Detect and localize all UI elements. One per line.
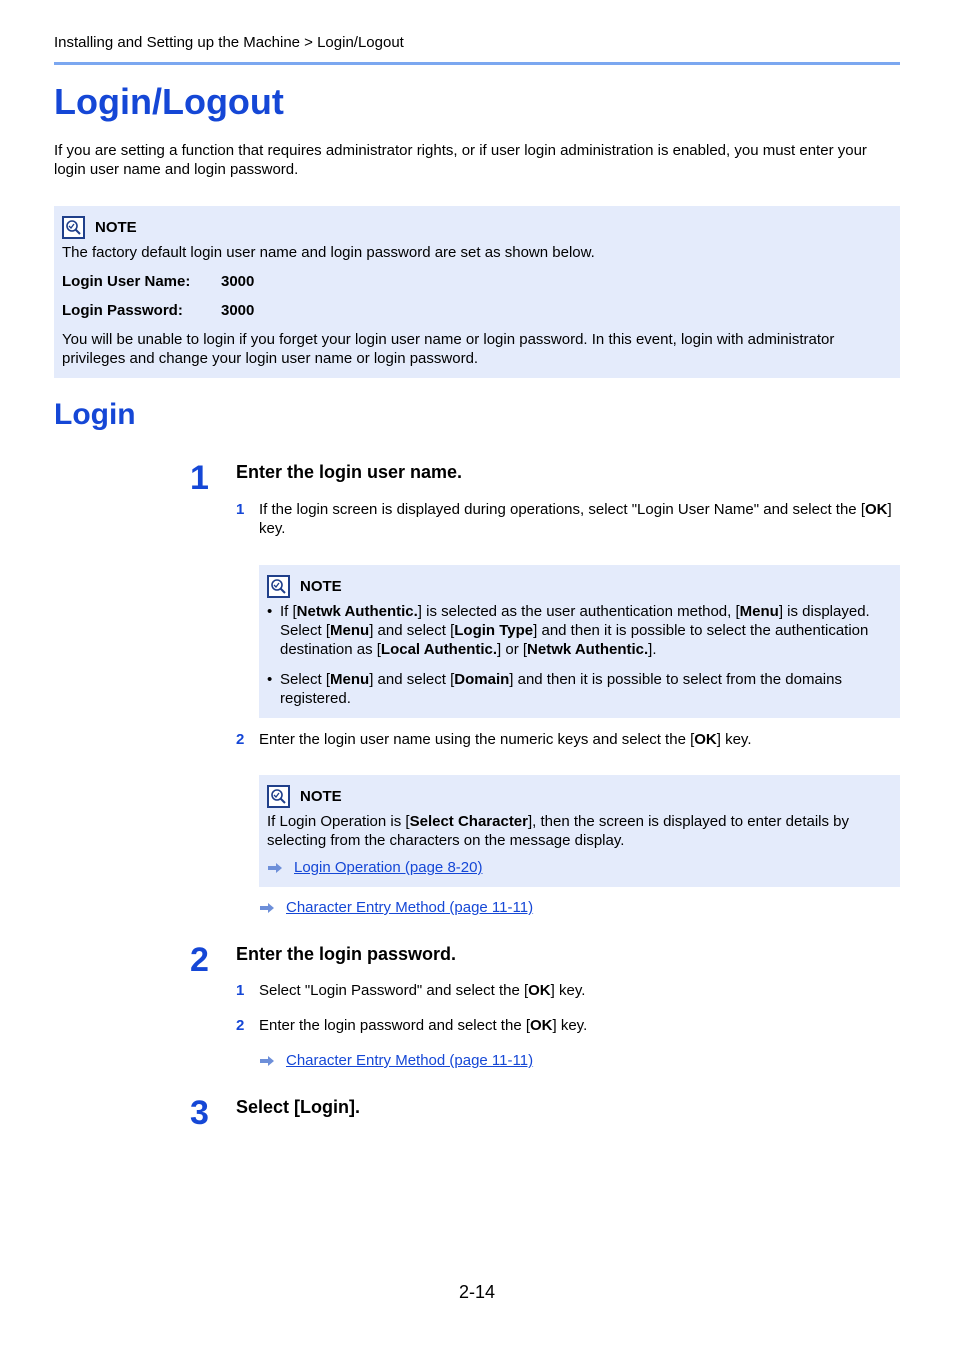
- note-text: If Login Operation is [Select Character], then the screen is displayed to enter details by selecting from the characters on the message display.: [267, 813, 850, 849]
- page-title: Login/Logout: [54, 81, 284, 122]
- arrow-right-icon: [267, 862, 283, 874]
- substep-text: If the login screen is displayed during operations, select "Login User Name" and select the [OK] key.: [259, 501, 892, 537]
- substep-text: Select "Login Password" and select the [OK] key.: [259, 982, 586, 999]
- step-title: Enter the login password.: [236, 944, 457, 964]
- note-box-defaults: [54, 206, 900, 378]
- bullet-dot: •: [267, 603, 273, 620]
- note-link-row: [267, 858, 482, 877]
- note-icon: [267, 575, 290, 598]
- substep-number: 1: [236, 501, 245, 518]
- note-text: The factory default login user name and login password are set as shown below.: [62, 244, 595, 261]
- login-user-name-value: 3000: [221, 273, 255, 290]
- step-number: 1: [190, 459, 209, 497]
- login-user-name-label: Login User Name:: [62, 273, 191, 290]
- header-rule: [54, 62, 900, 65]
- note-header: [267, 575, 342, 598]
- note-label: NOTE: [300, 788, 342, 805]
- note-label: NOTE: [300, 578, 342, 595]
- note-warning: You will be unable to login if you forget your login user name or login password. In this event, login with administrator privileges and change your login user name or login password.: [62, 331, 835, 367]
- note-box-login-operation: [259, 775, 900, 887]
- breadcrumb: Installing and Setting up the Machine > Login/Logout: [54, 34, 404, 51]
- arrow-right-icon: [259, 1055, 275, 1067]
- step-title: Enter the login user name.: [236, 462, 463, 482]
- intro-paragraph: If you are setting a function that requires administrator rights, or if user login administration is enabled, you must enter your login user name and login password.: [54, 142, 867, 178]
- step-number: 2: [190, 941, 209, 979]
- note-bullet-text: Select [Menu] and select [Domain] and then it is possible to select from the domains registered.: [280, 671, 842, 707]
- character-entry-link[interactable]: Character Entry Method (page 11-11): [286, 1052, 534, 1069]
- note-box-auth: [259, 565, 900, 718]
- login-operation-link[interactable]: Login Operation (page 8-20): [294, 859, 483, 876]
- character-entry-link[interactable]: Character Entry Method (page 11-11): [286, 899, 534, 916]
- substep-number: 1: [236, 982, 245, 999]
- step-title: Select [Login].: [236, 1097, 361, 1117]
- note-bullet-text: If [Netwk Authentic.] is selected as the user authentication method, [Menu] is displayed. Select [Menu] and select [Login Type] and then it is possible to select the authentication destination as [Local Authentic.] or [Netwk Authentic.].: [280, 603, 870, 658]
- substep-number: 2: [236, 731, 245, 748]
- note-icon: [62, 216, 85, 239]
- note-label: NOTE: [95, 219, 137, 236]
- link-row: [259, 1051, 533, 1070]
- login-password-value: 3000: [221, 302, 255, 319]
- substep-text: Enter the login user name using the numeric keys and select the [OK] key.: [259, 731, 752, 748]
- step-number: 3: [190, 1094, 209, 1132]
- login-password-label: Login Password:: [62, 302, 183, 319]
- section-title: Login: [54, 398, 136, 431]
- substep-number: 2: [236, 1017, 245, 1034]
- note-header: [62, 216, 137, 239]
- substep-text: Enter the login password and select the [OK] key.: [259, 1017, 588, 1034]
- page-number: 2-14: [458, 1282, 496, 1302]
- arrow-right-icon: [259, 902, 275, 914]
- note-header: [267, 785, 342, 808]
- bullet-dot: •: [267, 671, 273, 688]
- note-icon: [267, 785, 290, 808]
- link-row: [259, 898, 533, 917]
